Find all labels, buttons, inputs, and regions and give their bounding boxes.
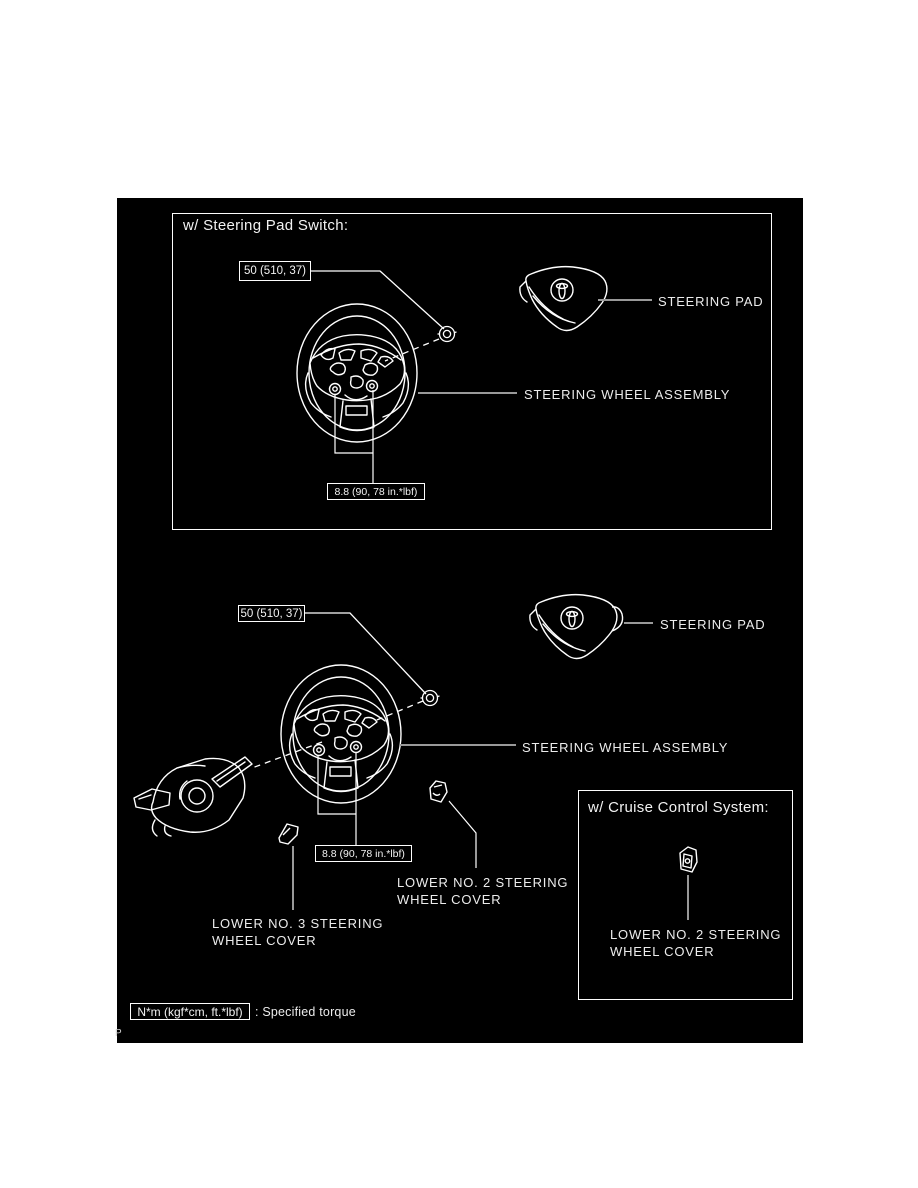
- bolt-torque-spec-bottom: 8.8 (90, 78 in.*lbf): [315, 845, 412, 862]
- steering-pad-label-top: STEERING PAD: [658, 294, 764, 309]
- wheel-nut-drawing-bottom: [421, 691, 440, 706]
- steering-wheel-drawing-bottom: [281, 665, 401, 803]
- torque-legend-description: : Specified torque: [255, 1005, 356, 1019]
- torque-legend-box: N*m (kgf*cm, ft.*lbf): [130, 1003, 250, 1020]
- cruise-lower-no2-cover-label-line2: WHEEL COVER: [610, 944, 715, 959]
- steering-column-drawing: [134, 757, 252, 836]
- nut-torque-spec-bottom: 50 (510, 37): [238, 605, 305, 622]
- lower-no2-cover-drawing: [430, 781, 447, 802]
- steering-wheel-assembly-label-bottom: STEERING WHEEL ASSEMBLY: [522, 740, 729, 755]
- page-marker: P: [115, 1028, 122, 1039]
- cruise-section-frame: [578, 790, 793, 1000]
- lower-no3-cover-drawing: [279, 824, 298, 844]
- steering-pad-label-bottom: STEERING PAD: [660, 617, 766, 632]
- lower-no2-cover-label-line1: LOWER NO. 2 STEERING: [397, 875, 569, 890]
- steering-wheel-assembly-label-top: STEERING WHEEL ASSEMBLY: [524, 387, 731, 402]
- steering-pad-drawing-bottom: [530, 595, 617, 659]
- cruise-section-title: w/ Cruise Control System:: [588, 799, 769, 816]
- lower-no3-cover-label-line2: WHEEL COVER: [212, 933, 317, 948]
- cruise-lower-no2-cover-label: [610, 926, 781, 960]
- diagram-canvas: [117, 198, 803, 1043]
- bolt-torque-spec-top: 8.8 (90, 78 in.*lbf): [327, 483, 425, 500]
- pad-switch-section-title: w/ Steering Pad Switch:: [183, 217, 349, 234]
- lower-no2-cover-label-line2: WHEEL COVER: [397, 892, 502, 907]
- cruise-lower-no2-cover-label-line1: LOWER NO. 2 STEERING: [610, 927, 782, 942]
- lower-no3-cover-label-line1: LOWER NO. 3 STEERING: [212, 916, 384, 931]
- nut-torque-spec-top: 50 (510, 37): [239, 261, 311, 281]
- lower-no2-cover-label: [397, 874, 568, 908]
- lower-no3-cover-label: [212, 915, 383, 949]
